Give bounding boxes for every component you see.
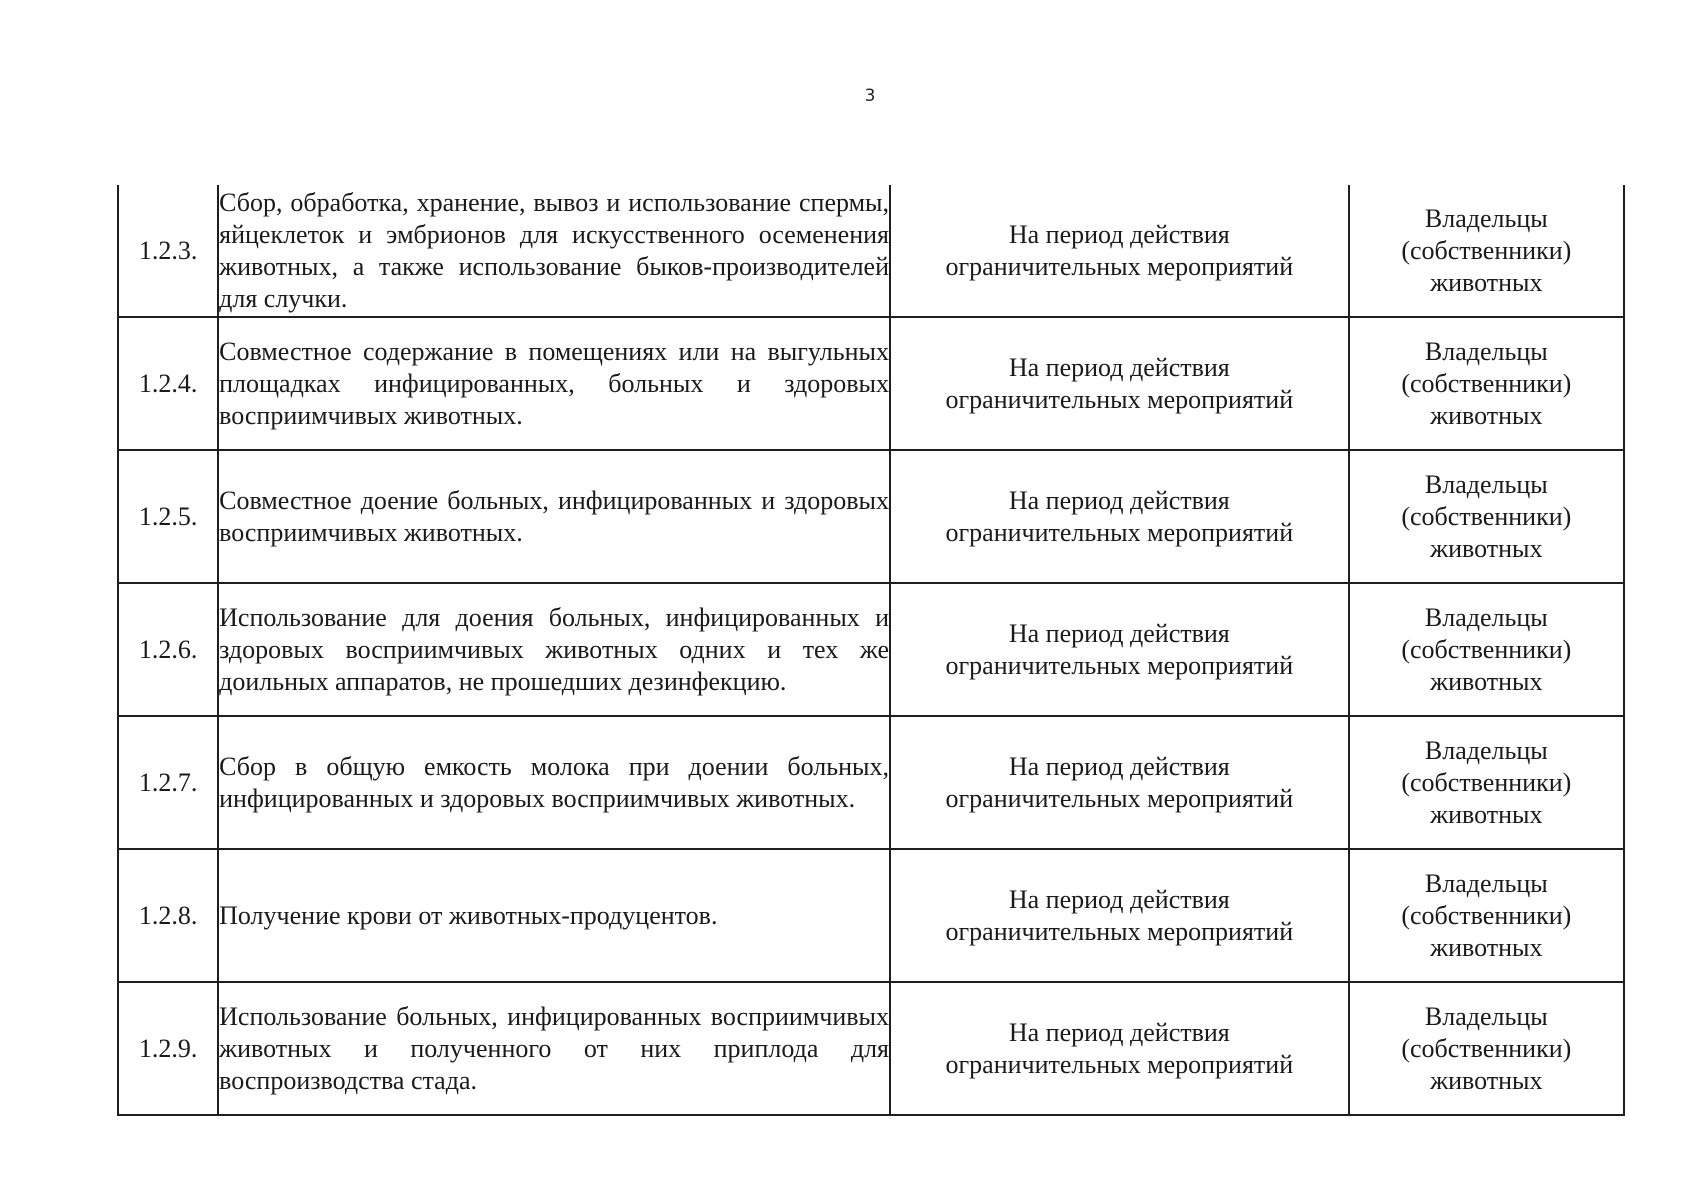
row-period-cell (890, 583, 1349, 716)
table-row (118, 849, 1624, 982)
table-row (118, 317, 1624, 450)
row-number-cell: 1.2.3. (118, 185, 218, 317)
period-line: ограничительных мероприятий (945, 1049, 1294, 1079)
responsible-line: Владельцы (1424, 203, 1548, 233)
period-line: ограничительных мероприятий (945, 650, 1294, 680)
row-period-cell (890, 317, 1349, 450)
page-number: 3 (864, 86, 876, 106)
period-line: ограничительных мероприятий (945, 251, 1294, 281)
row-responsible-cell (1349, 185, 1624, 317)
row-description-cell: Сбор в общую емкость молока при доении больных, инфицированных и здоровых восприимчивых животных. (218, 716, 890, 849)
period-line: ограничительных мероприятий (945, 916, 1294, 946)
row-description-cell: Использование больных, инфицированных восприимчивых животных и полученного от них приплода для воспроизводства стада. (218, 982, 890, 1115)
period-line: ограничительных мероприятий (945, 517, 1294, 547)
row-period-cell (890, 849, 1349, 982)
row-description-cell: Совместное содержание в помещениях или на выгульных площадках инфицированных, больных и здоровых восприимчивых животных. (218, 317, 890, 450)
period-line: На период действия (1008, 884, 1230, 914)
period-line: На период действия (1008, 618, 1230, 648)
period-line: На период действия (1008, 1017, 1230, 1047)
table-row (118, 450, 1624, 583)
row-number-cell: 1.2.5. (118, 450, 218, 583)
row-responsible-cell (1349, 317, 1624, 450)
row-responsible-cell (1349, 716, 1624, 849)
period-line: На период действия (1008, 352, 1230, 382)
responsible-line: (собственники) (1401, 1033, 1572, 1063)
row-description-cell: Сбор, обработка, хранение, вывоз и использование спермы, яйцеклеток и эмбрионов для искусственного осеменения животных, а также использование быков-производителей для случки. (218, 185, 890, 317)
measures-table (117, 185, 1625, 1116)
row-description-cell: Совместное доение больных, инфицированных и здоровых восприимчивых животных. (218, 450, 890, 583)
responsible-line: животных (1430, 533, 1543, 563)
responsible-line: Владельцы (1424, 602, 1548, 632)
table-row (118, 716, 1624, 849)
responsible-line: (собственники) (1401, 767, 1572, 797)
measures-table-body (118, 185, 1624, 1115)
responsible-line: животных (1430, 267, 1543, 297)
row-period-cell (890, 185, 1349, 317)
responsible-line: Владельцы (1424, 469, 1548, 499)
row-number-cell: 1.2.7. (118, 716, 218, 849)
responsible-line: животных (1430, 1065, 1543, 1095)
responsible-line: (собственники) (1401, 501, 1572, 531)
row-description-cell: Получение крови от животных-продуцентов. (218, 849, 890, 982)
responsible-line: Владельцы (1424, 336, 1548, 366)
responsible-line: Владельцы (1424, 1001, 1548, 1031)
responsible-line: (собственники) (1401, 900, 1572, 930)
row-responsible-cell (1349, 583, 1624, 716)
period-line: На период действия (1008, 485, 1230, 515)
row-period-cell (890, 982, 1349, 1115)
period-line: ограничительных мероприятий (945, 783, 1294, 813)
responsible-line: животных (1430, 932, 1543, 962)
responsible-line: (собственники) (1401, 634, 1572, 664)
row-responsible-cell (1349, 450, 1624, 583)
row-description-cell: Использование для доения больных, инфицированных и здоровых восприимчивых животных одних и тех же доильных аппаратов, не прошедших дезинфекцию. (218, 583, 890, 716)
row-number-cell: 1.2.8. (118, 849, 218, 982)
responsible-line: Владельцы (1424, 868, 1548, 898)
responsible-line: животных (1430, 400, 1543, 430)
row-number-cell: 1.2.4. (118, 317, 218, 450)
responsible-line: (собственники) (1401, 235, 1572, 265)
responsible-line: животных (1430, 666, 1543, 696)
period-line: На период действия (1008, 219, 1230, 249)
table-row (118, 583, 1624, 716)
row-period-cell (890, 450, 1349, 583)
row-number-cell: 1.2.6. (118, 583, 218, 716)
row-responsible-cell (1349, 849, 1624, 982)
table-row (118, 982, 1624, 1115)
period-line: ограничительных мероприятий (945, 384, 1294, 414)
responsible-line: (собственники) (1401, 368, 1572, 398)
row-period-cell (890, 716, 1349, 849)
row-number-cell: 1.2.9. (118, 982, 218, 1115)
responsible-line: животных (1430, 799, 1543, 829)
period-line: На период действия (1008, 751, 1230, 781)
responsible-line: Владельцы (1424, 735, 1548, 765)
row-responsible-cell (1349, 982, 1624, 1115)
table-row (118, 185, 1624, 317)
